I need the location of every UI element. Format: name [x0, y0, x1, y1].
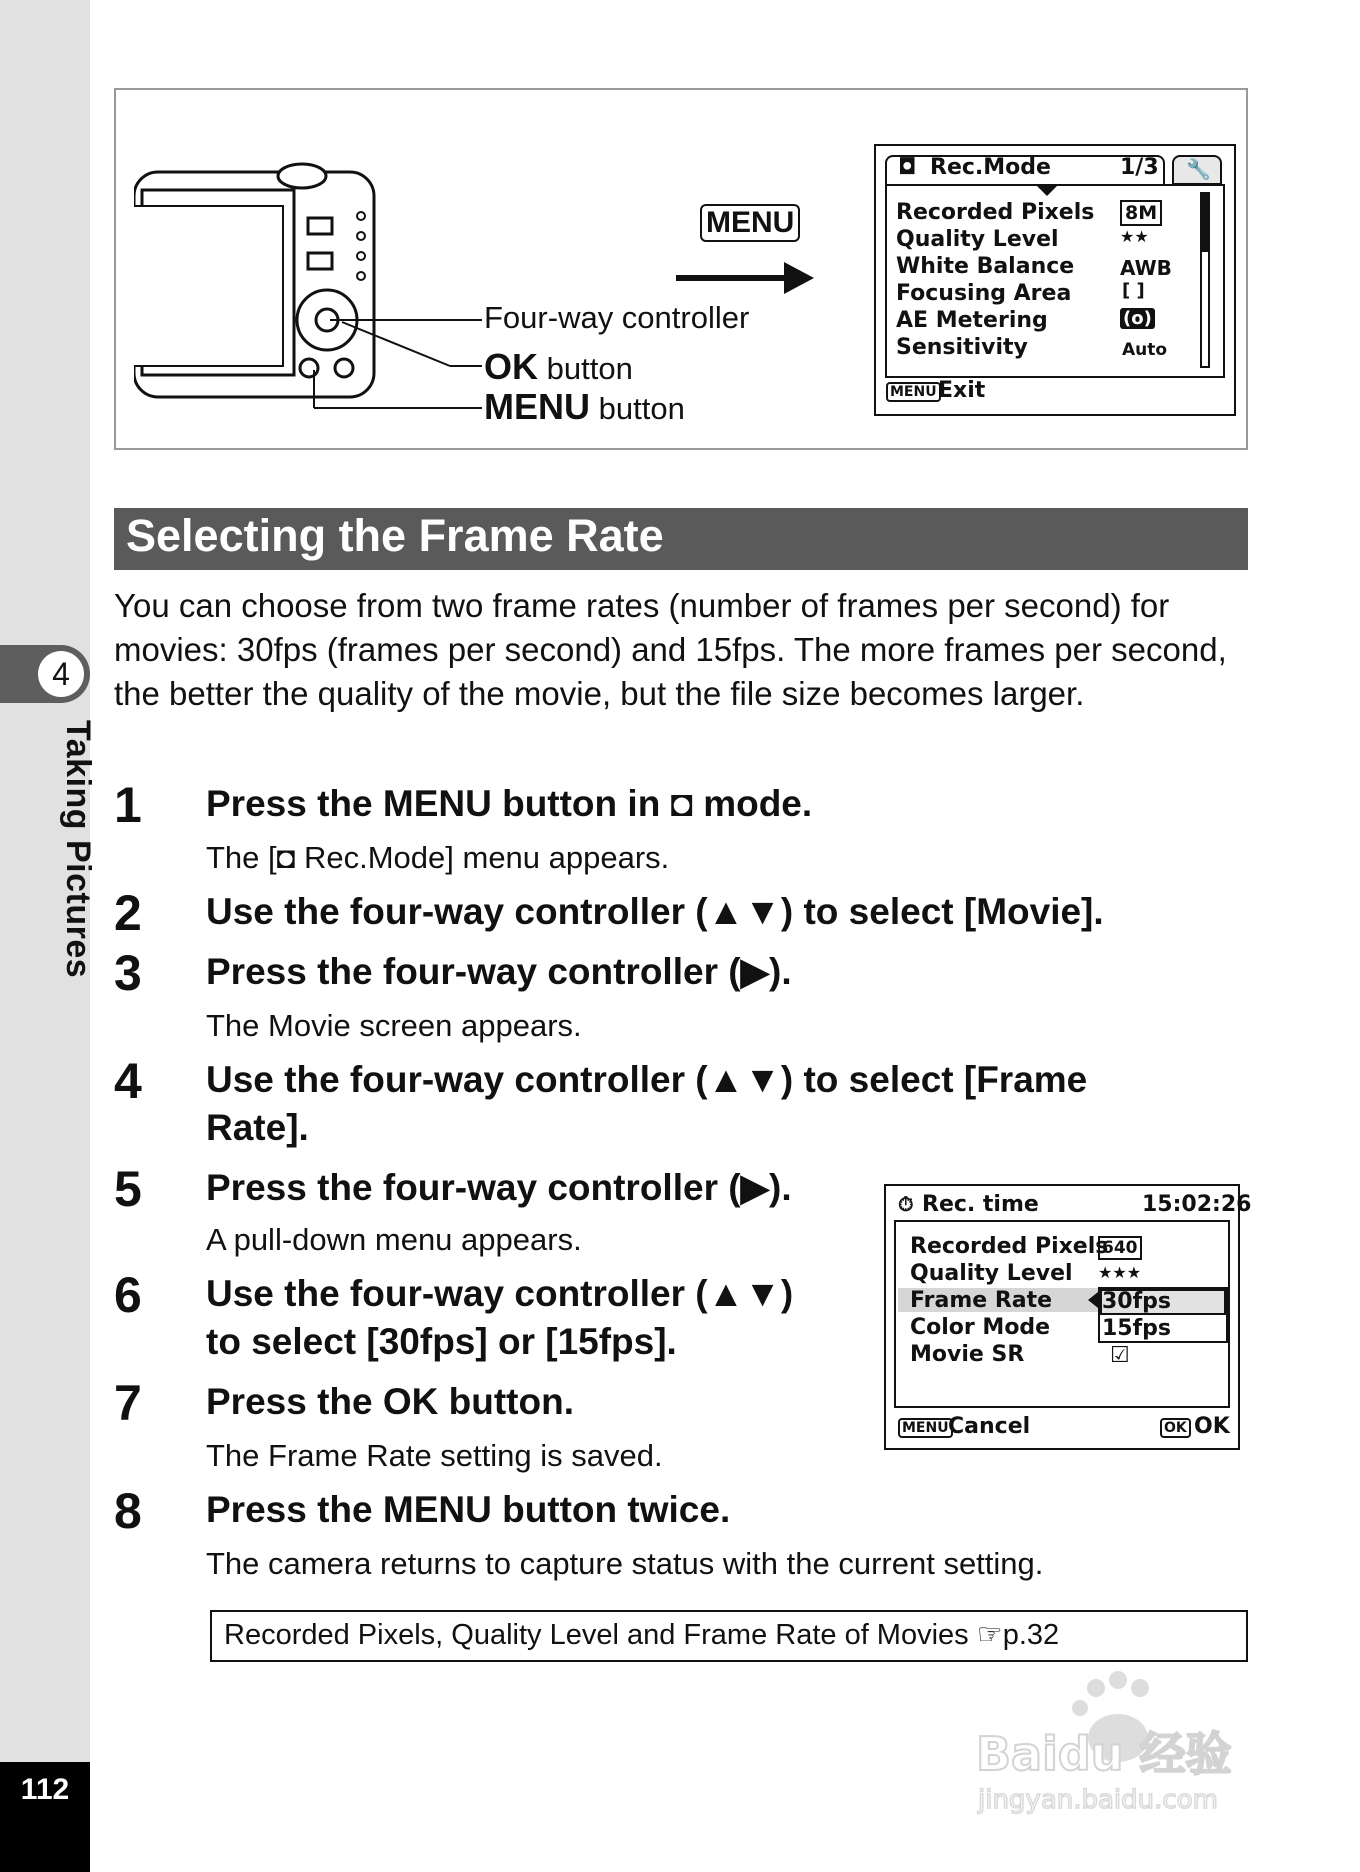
dropdown-option[interactable]: 30fps: [1102, 1289, 1172, 1314]
recorded-pixels-value: 8M: [1120, 200, 1162, 226]
step-number: 6: [114, 1267, 142, 1323]
focusing-area-icon: [ ]: [1122, 280, 1145, 301]
page-number: 112: [20, 1773, 70, 1806]
rec-time-value: 15:02:26: [1142, 1192, 1252, 1217]
watermark-url: jingyan.baidu.com: [978, 1785, 1218, 1815]
rec-time-label: Rec. time: [922, 1192, 1039, 1217]
ok-label: OK: [1194, 1414, 1230, 1439]
rec-mode-item-label: White Balance: [896, 254, 1075, 279]
step-result: The Movie screen appears.: [206, 1008, 582, 1043]
reference-link[interactable]: Recorded Pixels, Quality Level and Frame Rate of Movies ☞p.32: [224, 1619, 1060, 1651]
step-instruction: Press the MENU button twice.: [206, 1489, 731, 1530]
step-instruction: Press the four-way controller (▶).: [206, 951, 792, 992]
white-balance-value: AWB: [1120, 256, 1172, 280]
page-indicator: 1/3: [1120, 155, 1159, 180]
step-number: 4: [114, 1053, 142, 1109]
step-result: The camera returns to capture status with the current setting.: [206, 1546, 1044, 1581]
ae-metering-icon: (o): [1120, 308, 1155, 329]
step-instruction: to select [30fps] or [15fps].: [206, 1321, 677, 1362]
chapter-title: Taking Pictures: [59, 720, 97, 979]
callout-leader-lines: [300, 300, 490, 420]
step-number: 8: [114, 1483, 142, 1539]
caret-left-icon: [1088, 1292, 1098, 1308]
menu-key-label: MENU: [484, 386, 590, 427]
ok-key-icon: OK: [1160, 1418, 1191, 1438]
rec-mode-item-label: AE Metering: [896, 308, 1048, 333]
movie-item-label: Color Mode: [910, 1315, 1051, 1340]
callout-four-way-controller: Four-way controller: [484, 300, 750, 335]
step-result: The [◘ Rec.Mode] menu appears.: [206, 840, 670, 875]
exit-label: Exit: [938, 378, 986, 403]
step-number: 5: [114, 1161, 142, 1217]
baidu-watermark-logo: [968, 1668, 1288, 1818]
ok-key-label: OK: [484, 346, 538, 387]
rec-mode-item-label: Focusing Area: [896, 281, 1072, 306]
movie-item-label: Recorded Pixels: [910, 1234, 1109, 1259]
callout-menu-button: [484, 386, 685, 428]
menu-key-icon: MENU: [700, 204, 800, 242]
rec-mode-item-label: Recorded Pixels: [896, 200, 1095, 225]
menu-key-icon: MENU: [886, 382, 941, 402]
rec-mode-item-label: Sensitivity: [896, 335, 1028, 360]
chapter-number: 4: [38, 651, 84, 697]
section-title: Selecting the Frame Rate: [126, 510, 664, 561]
intro-paragraph: You can choose from two frame rates (number of frames per second) for movies: 30fps (frames per second) and 15fps. The more frames per second, the better the quality of the movie, but the file size becomes larger.: [114, 587, 1227, 712]
recorded-pixels-value: 640: [1098, 1236, 1142, 1260]
quality-level-value: ★★: [1120, 227, 1149, 246]
rec-mode-item-label: Quality Level: [896, 227, 1059, 252]
ok-button-suffix: button: [546, 351, 633, 386]
arrow-right-icon: [676, 258, 816, 298]
cancel-label: Cancel: [948, 1414, 1031, 1439]
step-number: 7: [114, 1375, 142, 1431]
watermark-brand: Baidu 经验: [976, 1727, 1232, 1781]
step-instruction: Rate].: [206, 1107, 309, 1148]
menu-key-icon: MENU: [898, 1418, 953, 1438]
step-number: 2: [114, 885, 142, 941]
step-instruction: Use the four-way controller (▲▼): [206, 1273, 794, 1314]
rec-mode-scroll-thumb: [1202, 194, 1208, 252]
step-result: The Frame Rate setting is saved.: [206, 1438, 663, 1473]
step-instruction: Use the four-way controller (▲▼) to select [Frame: [206, 1059, 1088, 1100]
step-number: 3: [114, 945, 142, 1001]
movie-item-label: Movie SR: [910, 1342, 1025, 1367]
step-instruction: Press the MENU button in ◘ mode.: [206, 783, 813, 824]
step-number: 1: [114, 777, 142, 833]
sensitivity-value: Auto: [1122, 340, 1168, 360]
callout-ok-button: [484, 346, 633, 388]
step-instruction: Press the four-way controller (▶).: [206, 1167, 792, 1208]
step-instruction: Press the OK button.: [206, 1381, 574, 1422]
movie-item-label: Quality Level: [910, 1261, 1073, 1286]
movie-sr-checkbox: ☑: [1110, 1343, 1130, 1368]
quality-level-value: ★★★: [1098, 1263, 1142, 1282]
step-instruction: Use the four-way controller (▲▼) to select [Movie].: [206, 891, 1104, 932]
step-result: A pull-down menu appears.: [206, 1222, 582, 1257]
rec-mode-tab-label: Rec.Mode: [930, 155, 1051, 180]
timer-icon: ⏱: [898, 1192, 914, 1216]
menu-button-suffix: button: [598, 391, 685, 426]
camera-icon: ◘: [898, 155, 917, 180]
dropdown-option[interactable]: 15fps: [1102, 1316, 1172, 1341]
wrench-icon: 🔧: [1186, 157, 1211, 181]
movie-item-label: Frame Rate: [910, 1288, 1053, 1313]
